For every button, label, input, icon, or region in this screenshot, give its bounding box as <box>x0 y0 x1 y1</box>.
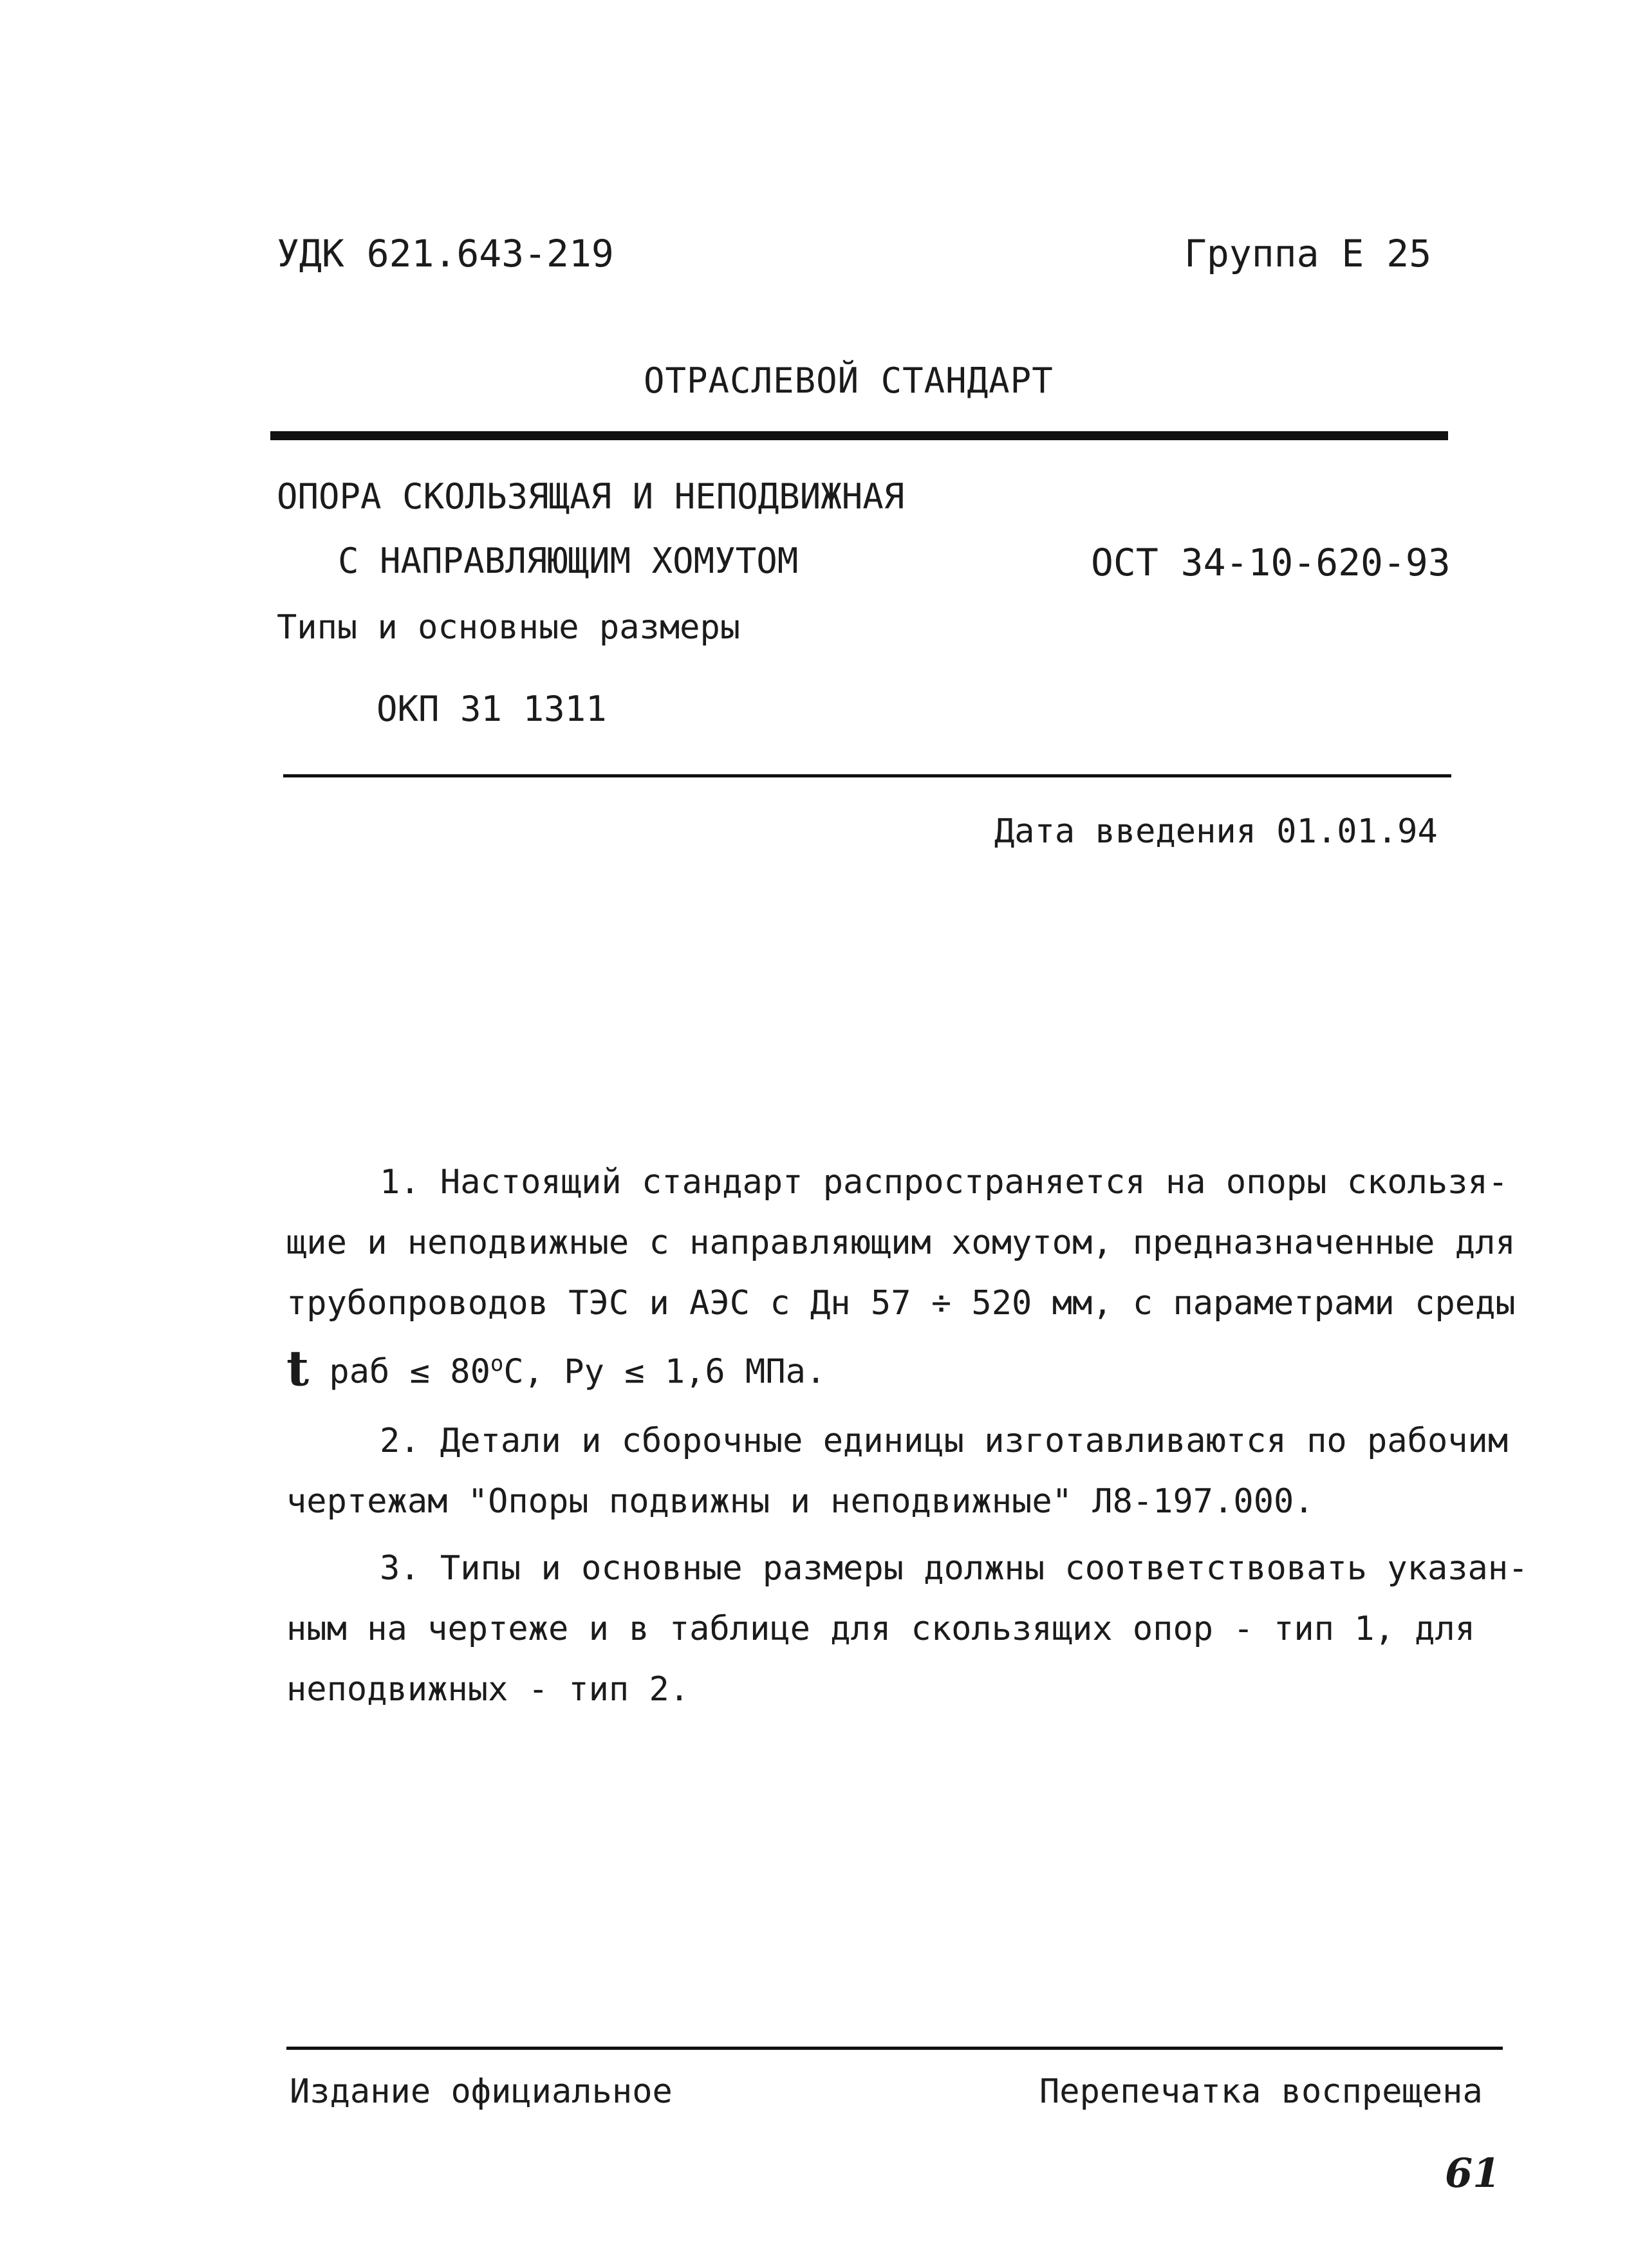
page-number: 61 <box>1445 2150 1501 2197</box>
degree-mark: о <box>490 1351 504 1377</box>
document-title-line-2: С НАПРАВЛЯЮЩИМ ХОМУТОМ <box>338 541 799 581</box>
paragraph-line: 3. Типы и основные размеры должны соответствовать указан- <box>380 1549 1529 1588</box>
paragraph-line: чертежам "Опоры подвижны и неподвижные" Л8-197.000. <box>286 1482 1314 1521</box>
paragraph-line-parameters <box>286 1334 1471 1402</box>
paragraph-line: 1. Настоящий стандарт распространяется на опоры скользя- <box>380 1163 1509 1202</box>
temperature-symbol: t <box>286 1339 310 1397</box>
industry-standard-heading: ОТРАСЛЕВОЙ СТАНДАРТ <box>644 360 1054 401</box>
title-divider <box>283 774 1451 777</box>
introduction-date: Дата введения 01.01.94 <box>994 812 1438 851</box>
standard-designation: ОСТ 34-10-620-93 <box>1091 541 1451 584</box>
group-code: Группа Е 25 <box>1184 232 1432 275</box>
header-thick-divider <box>270 431 1448 440</box>
paragraph-line: трубопроводов ТЭС и АЭС с Дн 57 ÷ 520 мм, с параметрами среды <box>286 1284 1516 1323</box>
paragraph-line: 2. Детали и сборочные единицы изготавливаются по рабочим <box>380 1422 1509 1460</box>
paragraph-2 <box>286 1411 1509 1532</box>
udk-code: УДК 621.643-219 <box>277 232 614 275</box>
footer-divider <box>286 2047 1503 2050</box>
document-subtitle: Типы и основные размеры <box>277 608 741 647</box>
pressure-condition: С, Ру ≤ 1,6 МПа. <box>503 1352 826 1391</box>
official-edition-note: Издание официальное <box>290 2072 673 2111</box>
paragraph-1 <box>286 1152 1516 1402</box>
paragraph-line: щие и неподвижные с направляющим хомутом, предназначенные для <box>286 1223 1516 1262</box>
paragraph-3 <box>286 1538 1529 1720</box>
paragraph-line: ным на чертеже и в таблице для скользящих опор - тип 1, для <box>286 1610 1476 1648</box>
temperature-condition: раб ≤ 80 <box>309 1352 490 1391</box>
reprint-prohibited-note: Перепечатка воспрещена <box>1039 2072 1483 2111</box>
document-title-line-1: ОПОРА СКОЛЬЗЯЩАЯ И НЕПОДВИЖНАЯ <box>277 476 905 517</box>
paragraph-line: неподвижных - тип 2. <box>286 1670 690 1709</box>
okp-code: ОКП 31 1311 <box>377 689 607 729</box>
